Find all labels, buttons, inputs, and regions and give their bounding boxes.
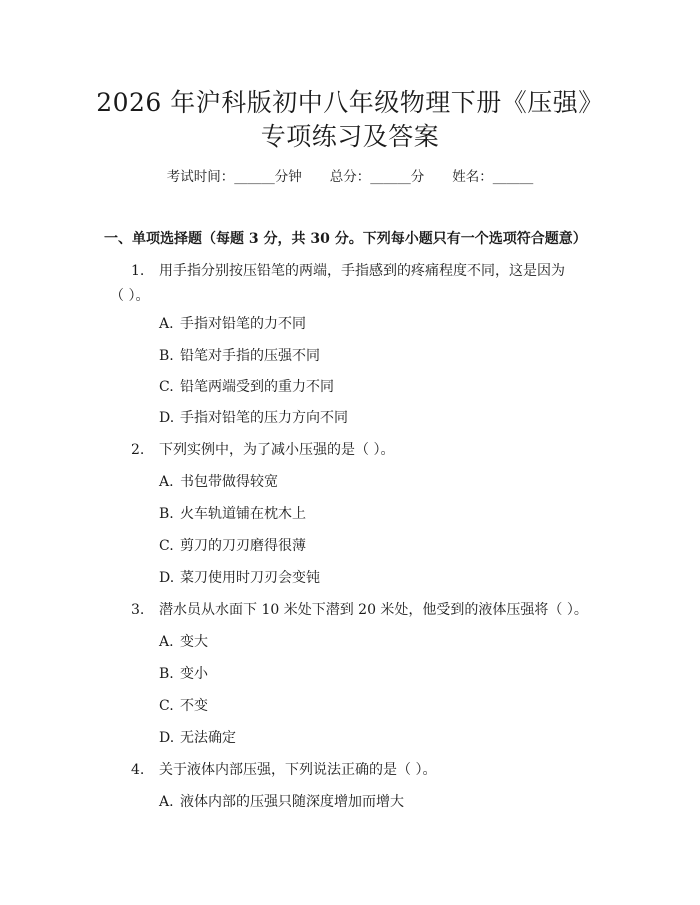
option-letter: B. xyxy=(159,666,174,682)
option xyxy=(159,472,278,492)
option-text: 变小 xyxy=(180,666,208,682)
option xyxy=(159,728,236,748)
question-number: 4. xyxy=(131,762,145,778)
option xyxy=(159,568,320,588)
page-title-line-2: 专项练习及答案 xyxy=(260,122,440,151)
question-number: 3. xyxy=(131,602,145,618)
option-text: 菜刀使用时刀刃会变钝 xyxy=(180,570,320,586)
exam-meta xyxy=(0,167,700,187)
option xyxy=(159,664,208,684)
total-score-label: 总分：______分 xyxy=(329,169,425,185)
option-text: 书包带做得较宽 xyxy=(180,474,278,490)
option-letter: C. xyxy=(159,379,174,395)
page-title-line-1: 2026 年沪科版初中八年级物理下册《压强》 xyxy=(96,88,604,117)
option-text: 火车轨道铺在枕木上 xyxy=(180,506,306,522)
option-text: 剪刀的刀刃磨得很薄 xyxy=(180,538,306,554)
question-text-continued: （ ）。 xyxy=(110,288,150,304)
option xyxy=(159,314,306,334)
option xyxy=(159,696,208,716)
question-text: 关于液体内部压强，下列说法正确的是（ ）。 xyxy=(159,762,437,778)
option xyxy=(159,504,306,524)
option xyxy=(159,377,334,397)
option-letter: A. xyxy=(159,316,174,332)
option-letter: B. xyxy=(159,348,174,364)
option-letter: B. xyxy=(159,506,174,522)
option-letter: D. xyxy=(159,570,175,586)
question-number: 1. xyxy=(131,263,145,279)
option xyxy=(159,346,320,366)
option-text: 手指对铅笔的力不同 xyxy=(180,316,306,332)
option-text: 铅笔两端受到的重力不同 xyxy=(180,379,334,395)
section-heading: 一、单项选择题（每题 3 分，共 30 分。下列每小题只有一个选项符合题意） xyxy=(104,231,587,247)
option xyxy=(159,792,404,812)
option-letter: A. xyxy=(159,474,174,490)
option-text: 无法确定 xyxy=(180,730,236,746)
option-text: 铅笔对手指的压强不同 xyxy=(180,348,320,364)
option-text: 不变 xyxy=(180,698,208,714)
option-letter: D. xyxy=(159,730,175,746)
option xyxy=(159,536,306,556)
option xyxy=(159,408,348,428)
question-number: 2. xyxy=(131,442,145,458)
option-text: 变大 xyxy=(180,634,208,650)
option-text: 手指对铅笔的压力方向不同 xyxy=(180,410,348,426)
option-letter: A. xyxy=(159,634,174,650)
question-text: 下列实例中，为了减小压强的是（ ）。 xyxy=(159,442,395,458)
student-name-label: 姓名：______ xyxy=(452,169,534,185)
exam-time-label: 考试时间：______分钟 xyxy=(166,169,302,185)
question-text: 用手指分别按压铅笔的两端，手指感到的疼痛程度不同，这是因为 xyxy=(159,263,565,279)
option-text: 液体内部的压强只随深度增加而增大 xyxy=(180,794,404,810)
option-letter: C. xyxy=(159,538,174,554)
option-letter: A. xyxy=(159,794,174,810)
option-letter: D. xyxy=(159,410,175,426)
question-text: 潜水员从水面下 10 米处下潜到 20 米处，他受到的液体压强将（ ）。 xyxy=(159,602,588,618)
option xyxy=(159,632,208,652)
option-letter: C. xyxy=(159,698,174,714)
